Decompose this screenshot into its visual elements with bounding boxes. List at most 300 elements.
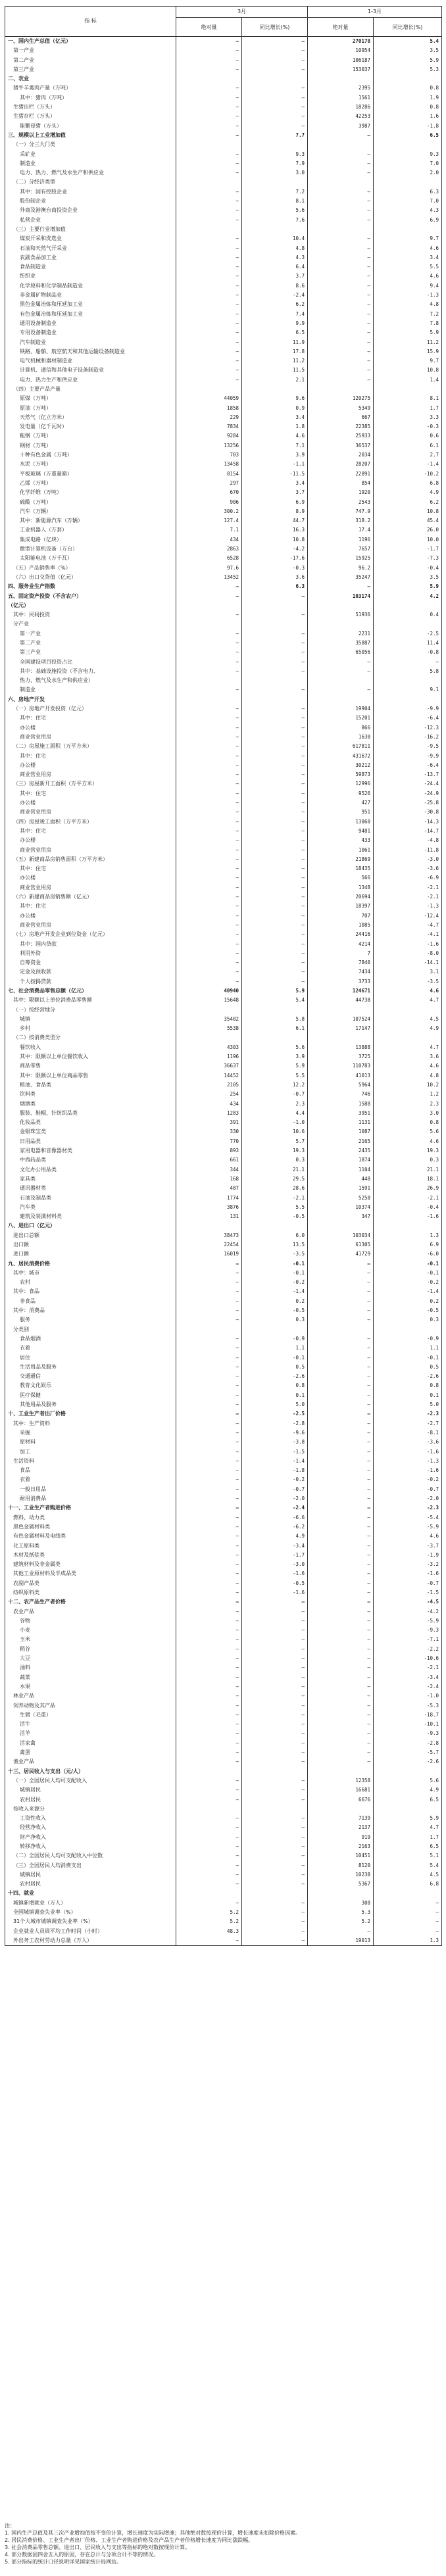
cumulative-growth-cell: 4.7 [374, 996, 442, 1005]
table-row [5, 1409, 442, 1419]
month-growth-cell: — [242, 798, 308, 808]
cumulative-absolute-cell: 2165 [308, 1137, 374, 1146]
row-indicator-cell: 制造业 [5, 159, 176, 168]
month-growth-cell: 5.6 [242, 1043, 308, 1052]
cumulative-growth-cell [374, 1006, 442, 1015]
month-absolute-cell: — [176, 1400, 242, 1409]
cumulative-absolute-cell: 107524 [308, 1015, 374, 1024]
row-indicator-cell: 经营净收入 [5, 1823, 176, 1832]
cumulative-growth-cell: — [374, 1908, 442, 1917]
month-growth-cell: 3.9 [242, 1052, 308, 1061]
row-indicator-cell: 发电量（亿千瓦时） [5, 422, 176, 431]
cumulative-growth-cell: 1.4 [374, 376, 442, 385]
month-growth-cell: 7.1 [242, 441, 308, 450]
row-indicator-cell: 耐用消费品 [5, 1494, 176, 1503]
cumulative-absolute-cell: — [308, 1353, 374, 1363]
month-absolute-cell: — [176, 873, 242, 883]
table-row [5, 168, 442, 178]
table-row [5, 460, 442, 469]
month-absolute-cell: — [176, 1560, 242, 1569]
row-indicator-cell: 十三、居民收入与支出（元/人） [5, 1767, 176, 1776]
table-row [5, 1118, 442, 1127]
month-absolute-cell: — [176, 723, 242, 733]
row-indicator-cell: （五）产品销售率（%） [5, 564, 176, 573]
table-row [5, 404, 442, 413]
cumulative-growth-cell: 4.9 [374, 1024, 442, 1033]
month-growth-cell [242, 1767, 308, 1776]
table-row [5, 1466, 442, 1475]
row-indicator-cell: 黑色金属冶炼和压延加工业 [5, 300, 176, 309]
month-absolute-cell: — [176, 1842, 242, 1851]
table-row [5, 131, 442, 140]
table-row [5, 1447, 442, 1457]
row-indicator-cell: 餐饮收入 [5, 1043, 176, 1052]
cumulative-absolute-cell: 10451 [308, 1851, 374, 1860]
month-growth-cell: — [242, 1936, 308, 1946]
month-absolute-cell: 391 [176, 1118, 242, 1127]
cumulative-absolute-cell: — [308, 376, 374, 385]
table-row [5, 1287, 442, 1296]
month-growth-cell: 1.1 [242, 1344, 308, 1353]
table-header [5, 7, 442, 37]
row-indicator-cell: 建筑材料及非金属类 [5, 1560, 176, 1569]
table-row [5, 197, 442, 206]
cumulative-absolute-cell: — [308, 1701, 374, 1711]
row-indicator-cell: 生猪存栏（万头） [5, 112, 176, 121]
month-growth-cell: 6.9 [242, 498, 308, 507]
table-row [5, 291, 442, 300]
row-indicator-cell: 商业营业用房 [5, 846, 176, 855]
month-absolute-cell: — [176, 1739, 242, 1748]
month-absolute-cell: — [176, 356, 242, 366]
cumulative-growth-cell: -8.1 [374, 1428, 442, 1438]
cumulative-growth-cell: 21.1 [374, 1165, 442, 1175]
month-growth-cell: — [242, 949, 308, 958]
month-absolute-cell: — [176, 1936, 242, 1946]
cumulative-absolute-cell: — [308, 366, 374, 375]
month-growth-cell: — [242, 639, 308, 648]
month-growth-cell: 8.9 [242, 507, 308, 516]
table-row [5, 300, 442, 309]
month-growth-cell: — [242, 1663, 308, 1672]
table-row [5, 996, 442, 1005]
table-row [5, 855, 442, 864]
row-indicator-cell: 农副食品加工业 [5, 253, 176, 262]
month-growth-cell: — [242, 723, 308, 733]
row-indicator-cell: 第三产业 [5, 65, 176, 74]
month-absolute-cell: 131 [176, 1212, 242, 1221]
row-indicator-cell: 有色金属材料及电线类 [5, 1532, 176, 1541]
month-absolute-cell: — [176, 1720, 242, 1729]
month-absolute-cell: — [176, 1823, 242, 1832]
table-row [5, 1682, 442, 1691]
cumulative-growth-cell: 7.2 [374, 310, 442, 319]
month-absolute-cell [176, 1805, 242, 1814]
row-indicator-cell: 商业营业用房 [5, 883, 176, 892]
table-row [5, 1494, 442, 1503]
month-absolute-cell: 13256 [176, 441, 242, 450]
cumulative-growth-cell: -1.6 [374, 940, 442, 949]
table-row [5, 253, 442, 262]
month-absolute-cell: 5.2 [176, 1908, 242, 1917]
cumulative-absolute-cell: 5.2 [308, 1917, 374, 1926]
month-growth-cell: — [242, 1654, 308, 1663]
month-growth-cell: 2.1 [242, 376, 308, 385]
row-indicator-cell: 服装、鞋帽、针纺织品类 [5, 1109, 176, 1118]
cumulative-growth-cell: -25.8 [374, 798, 442, 808]
table-row [5, 1194, 442, 1203]
month-growth-cell: — [242, 779, 308, 789]
month-absolute-cell: — [176, 1795, 242, 1805]
cumulative-absolute-cell: 103034 [308, 1231, 374, 1240]
month-growth-cell: 11.9 [242, 338, 308, 347]
month-growth-cell: 6.2 [242, 300, 308, 309]
cumulative-absolute-cell: 124671 [308, 986, 374, 996]
cumulative-absolute-cell [308, 1033, 374, 1042]
table-row [5, 1757, 442, 1766]
month-absolute-cell: — [176, 592, 242, 601]
month-absolute-cell: — [176, 949, 242, 958]
month-absolute-cell: — [176, 1729, 242, 1738]
month-growth-cell: — [242, 1814, 308, 1823]
month-absolute-cell: — [176, 1297, 242, 1306]
cumulative-growth-cell: 5.9 [374, 1814, 442, 1823]
cumulative-growth-cell: -9.3 [374, 1626, 442, 1635]
month-absolute-cell: — [176, 582, 242, 591]
month-growth-cell: — [242, 1739, 308, 1748]
cumulative-growth-cell: -0.1 [374, 1269, 442, 1278]
row-indicator-cell: 有色金属冶炼和压延加工业 [5, 310, 176, 319]
row-indicator-cell: 其中：国内贷款 [5, 940, 176, 949]
month-growth-cell: — [242, 930, 308, 939]
row-indicator-cell: 化学原料和化学制品制造业 [5, 281, 176, 291]
row-indicator-cell: 转移净收入 [5, 1842, 176, 1851]
month-absolute-cell: — [176, 1776, 242, 1786]
cumulative-absolute-cell: — [308, 1409, 374, 1419]
cumulative-growth-cell: 3.0 [374, 1109, 442, 1118]
month-growth-cell: — [242, 1645, 308, 1654]
table-row [5, 1936, 442, 1946]
row-indicator-cell: 办公楼 [5, 911, 176, 921]
cumulative-absolute-cell: 8120 [308, 1861, 374, 1870]
month-growth-cell: 9.9 [242, 319, 308, 328]
month-growth-cell: -0.1 [242, 1353, 308, 1363]
month-growth-cell: 5.0 [242, 1400, 308, 1409]
row-indicator-cell: 家具类 [5, 1175, 176, 1184]
cumulative-absolute-cell: 2137 [308, 1823, 374, 1832]
month-growth-cell: 0.9 [242, 404, 308, 413]
cumulative-growth-cell: 0.8 [374, 84, 442, 93]
cumulative-growth-cell [374, 620, 442, 629]
row-indicator-cell: 生猪（毛重） [5, 1711, 176, 1720]
cumulative-growth-cell: -14.7 [374, 827, 442, 836]
cumulative-growth-cell: -12.4 [374, 911, 442, 921]
cumulative-growth-cell: 3.6 [374, 1052, 442, 1061]
table-row [5, 1805, 442, 1814]
month-absolute-cell: 36637 [176, 1061, 242, 1071]
month-absolute-cell: 434 [176, 1100, 242, 1109]
table-row [5, 225, 442, 234]
cumulative-absolute-cell: 431672 [308, 752, 374, 761]
table-row [5, 704, 442, 714]
month-growth-cell: 44.7 [242, 516, 308, 525]
month-absolute-cell: — [176, 1485, 242, 1494]
month-absolute-cell: — [176, 234, 242, 243]
row-indicator-cell: 农村 [5, 1278, 176, 1287]
cumulative-absolute-cell: 10954 [308, 46, 374, 55]
cumulative-absolute-cell: — [308, 338, 374, 347]
row-indicator-cell: （六）出口交货值（亿元） [5, 573, 176, 582]
cumulative-absolute-cell: — [308, 253, 374, 262]
row-indicator-cell: 中西药品类 [5, 1155, 176, 1165]
table-row [5, 949, 442, 958]
cumulative-growth-cell: — [374, 1899, 442, 1908]
cumulative-absolute-cell: — [308, 1927, 374, 1936]
month-growth-cell: 3.6 [242, 573, 308, 582]
month-growth-cell: 5.5 [242, 1203, 308, 1212]
cumulative-absolute-cell: — [308, 347, 374, 356]
month-growth-cell: 10.6 [242, 1127, 308, 1136]
table-row [5, 940, 442, 949]
row-indicator-cell: 煤炭开采和洗选业 [5, 234, 176, 243]
table-row [5, 140, 442, 149]
table-row [5, 1597, 442, 1607]
row-indicator-cell: 蔬菜 [5, 1673, 176, 1682]
month-growth-cell: — [242, 1927, 308, 1936]
month-growth-cell: 17.8 [242, 347, 308, 356]
row-indicator-cell: （二）房屋施工面积（万平方米） [5, 742, 176, 751]
month-absolute-cell: 770 [176, 1137, 242, 1146]
cumulative-growth-cell: -1.3 [374, 291, 442, 300]
cumulative-absolute-cell: 18397 [308, 902, 374, 911]
month-growth-cell: — [242, 122, 308, 131]
month-absolute-cell: — [176, 1880, 242, 1889]
row-indicator-cell: 城镇居民 [5, 1786, 176, 1795]
month-growth-cell: 11.5 [242, 366, 308, 375]
cumulative-growth-cell: -24.9 [374, 789, 442, 798]
table-row [5, 1221, 442, 1230]
cumulative-absolute-cell: 36537 [308, 441, 374, 450]
row-indicator-cell: 纺织业 [5, 272, 176, 281]
cumulative-growth-cell: 2.3 [374, 1100, 442, 1109]
table-row [5, 1513, 442, 1522]
table-row [5, 798, 442, 808]
footnote-line: 4. 部分数据因四舍五入的原因，存在总计与分项合计不等的情况。 [5, 2552, 159, 2558]
table-row [5, 1616, 442, 1626]
table-row [5, 779, 442, 789]
cumulative-growth-cell: 0.1 [374, 1391, 442, 1400]
row-indicator-cell: 二、农业 [5, 74, 176, 84]
cumulative-growth-cell: 4.7 [374, 1043, 442, 1052]
cumulative-growth-cell: -1.4 [374, 1287, 442, 1296]
row-indicator-cell: 第一产业 [5, 46, 176, 55]
cumulative-growth-cell: -0.7 [374, 1579, 442, 1588]
table-row [5, 1315, 442, 1324]
table-row [5, 394, 442, 403]
month-absolute-cell: — [176, 1607, 242, 1616]
month-absolute-cell: — [176, 1711, 242, 1720]
month-growth-cell: -1.0 [242, 1118, 308, 1127]
row-indicator-cell: 其中：国有控股企业 [5, 187, 176, 197]
table-row [5, 1100, 442, 1109]
month-absolute-cell: — [176, 1287, 242, 1296]
month-absolute-cell [176, 1221, 242, 1230]
table-row [5, 1457, 442, 1466]
table-row [5, 1917, 442, 1926]
month-absolute-cell: — [176, 1494, 242, 1503]
month-absolute-cell: — [176, 958, 242, 967]
month-absolute-cell: 13452 [176, 573, 242, 582]
cumulative-absolute-cell: 427 [308, 798, 374, 808]
month-absolute-cell: — [176, 1306, 242, 1315]
month-absolute-cell: 35402 [176, 1015, 242, 1024]
month-absolute-cell: — [176, 37, 242, 47]
cumulative-growth-cell: — [374, 658, 442, 667]
table-row [5, 1635, 442, 1644]
cumulative-growth-cell: -30.8 [374, 808, 442, 817]
row-indicator-cell: 其中：城市 [5, 1269, 176, 1278]
month-absolute-cell: — [176, 921, 242, 930]
cumulative-growth-cell: 7.8 [374, 319, 442, 328]
month-growth-cell: -0.7 [242, 1090, 308, 1099]
table-row [5, 470, 442, 479]
month-growth-cell: — [242, 1673, 308, 1682]
month-absolute-cell: — [176, 1344, 242, 1353]
month-growth-cell: -2.6 [242, 1372, 308, 1381]
month-absolute-cell: 344 [176, 1165, 242, 1175]
month-growth-cell: — [242, 1757, 308, 1766]
cumulative-growth-cell: 6.5 [374, 1842, 442, 1851]
cumulative-absolute-cell: — [308, 1503, 374, 1513]
table-row [5, 385, 442, 394]
month-absolute-cell: — [176, 1861, 242, 1870]
month-absolute-cell: — [176, 366, 242, 375]
cumulative-absolute-cell: — [308, 206, 374, 215]
cumulative-growth-cell: -0.1 [374, 1353, 442, 1363]
row-indicator-cell: 31个大城市城镇调查失业率（%） [5, 1917, 176, 1926]
cumulative-growth-cell: 5.6 [374, 1127, 442, 1136]
cumulative-growth-cell: -3.2 [374, 1560, 442, 1569]
month-growth-cell: — [242, 1720, 308, 1729]
table-row [5, 281, 442, 291]
table-row [5, 921, 442, 930]
row-indicator-cell: 专用设备制造业 [5, 328, 176, 337]
month-absolute-cell: — [176, 1757, 242, 1766]
cumulative-absolute-cell: 747.9 [308, 507, 374, 516]
cumulative-growth-cell [374, 1033, 442, 1042]
row-indicator-cell: 十一、工业生产者购进价格 [5, 1503, 176, 1513]
row-indicator-cell: 水果 [5, 1682, 176, 1691]
month-absolute-cell: — [176, 940, 242, 949]
row-indicator-cell: 分产业 [5, 620, 176, 629]
month-absolute-cell: 297 [176, 479, 242, 488]
table-row [5, 1155, 442, 1165]
row-indicator-cell: 热力、燃气及水生产和供应业） [5, 676, 176, 685]
table-row [5, 1645, 442, 1654]
month-growth-cell: 5.5 [242, 1071, 308, 1081]
month-absolute-cell: — [176, 1334, 242, 1344]
month-absolute-cell: — [176, 733, 242, 742]
cumulative-absolute-cell: 13060 [308, 817, 374, 827]
table-row [5, 1786, 442, 1795]
row-indicator-cell: 第一产业 [5, 629, 176, 639]
cumulative-growth-cell: 5.4 [374, 37, 442, 47]
cumulative-absolute-cell: 110783 [308, 1061, 374, 1071]
table-row [5, 685, 442, 694]
month-growth-cell: -3.8 [242, 1438, 308, 1447]
cumulative-absolute-cell: 270178 [308, 37, 374, 47]
month-growth-cell [242, 1006, 308, 1015]
row-indicator-cell: 商品零售 [5, 1061, 176, 1071]
month-growth-cell [242, 178, 308, 187]
cumulative-growth-cell: 4.9 [374, 488, 442, 497]
month-absolute-cell [176, 1006, 242, 1015]
row-indicator-cell: 私营企业 [5, 216, 176, 225]
cumulative-absolute-cell: 17.4 [308, 525, 374, 535]
cumulative-absolute-cell: 5.3 [308, 1908, 374, 1917]
month-growth-cell: 7.2 [242, 187, 308, 197]
cumulative-absolute-cell: 1196 [308, 535, 374, 545]
month-absolute-cell: — [176, 168, 242, 178]
month-growth-cell [242, 74, 308, 84]
row-indicator-cell: 乙烯（万吨） [5, 479, 176, 488]
row-indicator-cell: 商业营业用房 [5, 770, 176, 779]
table-row [5, 479, 442, 488]
month-growth-cell: — [242, 1861, 308, 1870]
row-indicator-cell: 商业营业用房 [5, 808, 176, 817]
month-growth-cell: 9.6 [242, 394, 308, 403]
row-indicator-cell: （三）主要行业增加值 [5, 225, 176, 234]
month-growth-cell: — [242, 1701, 308, 1711]
table-row [5, 1626, 442, 1635]
cumulative-absolute-cell: — [308, 1616, 374, 1626]
cumulative-absolute-cell: — [308, 262, 374, 272]
month-growth-cell: -0.5 [242, 1579, 308, 1588]
month-absolute-cell [176, 1033, 242, 1042]
table-row [5, 347, 442, 356]
cumulative-growth-cell [374, 385, 442, 394]
month-absolute-cell: 1774 [176, 1194, 242, 1203]
table-row [5, 1720, 442, 1729]
table-row [5, 216, 442, 225]
table-row [5, 846, 442, 855]
table-row [5, 1701, 442, 1711]
table-row [5, 103, 442, 112]
cumulative-absolute-cell: 2435 [308, 1146, 374, 1155]
table-row [5, 733, 442, 742]
header-absolute-month: 绝对量 [176, 18, 242, 37]
month-growth-cell: — [242, 1908, 308, 1917]
row-indicator-cell: 办公楼 [5, 761, 176, 770]
month-growth-cell: -1.4 [242, 1287, 308, 1296]
cumulative-growth-cell: -6.4 [374, 714, 442, 723]
month-growth-cell: — [242, 817, 308, 827]
row-indicator-cell: 其中：限额以上单位消费品零售额 [5, 996, 176, 1005]
row-indicator-cell: 燃料、动力类 [5, 1513, 176, 1522]
row-indicator-cell: 林业产品 [5, 1691, 176, 1701]
month-absolute-cell: — [176, 347, 242, 356]
month-absolute-cell: 40940 [176, 986, 242, 996]
row-indicator-cell: 建筑及装潢材料类 [5, 1212, 176, 1221]
month-absolute-cell: 16019 [176, 1250, 242, 1259]
month-growth-cell: — [242, 93, 308, 103]
table-row [5, 986, 442, 996]
month-growth-cell: -4.2 [242, 545, 308, 554]
cumulative-growth-cell: 1.6 [374, 112, 442, 121]
row-indicator-cell: 办公楼 [5, 798, 176, 808]
row-indicator-cell: 第二产业 [5, 639, 176, 648]
row-indicator-cell: 一、国内生产总值（亿元） [5, 37, 176, 47]
